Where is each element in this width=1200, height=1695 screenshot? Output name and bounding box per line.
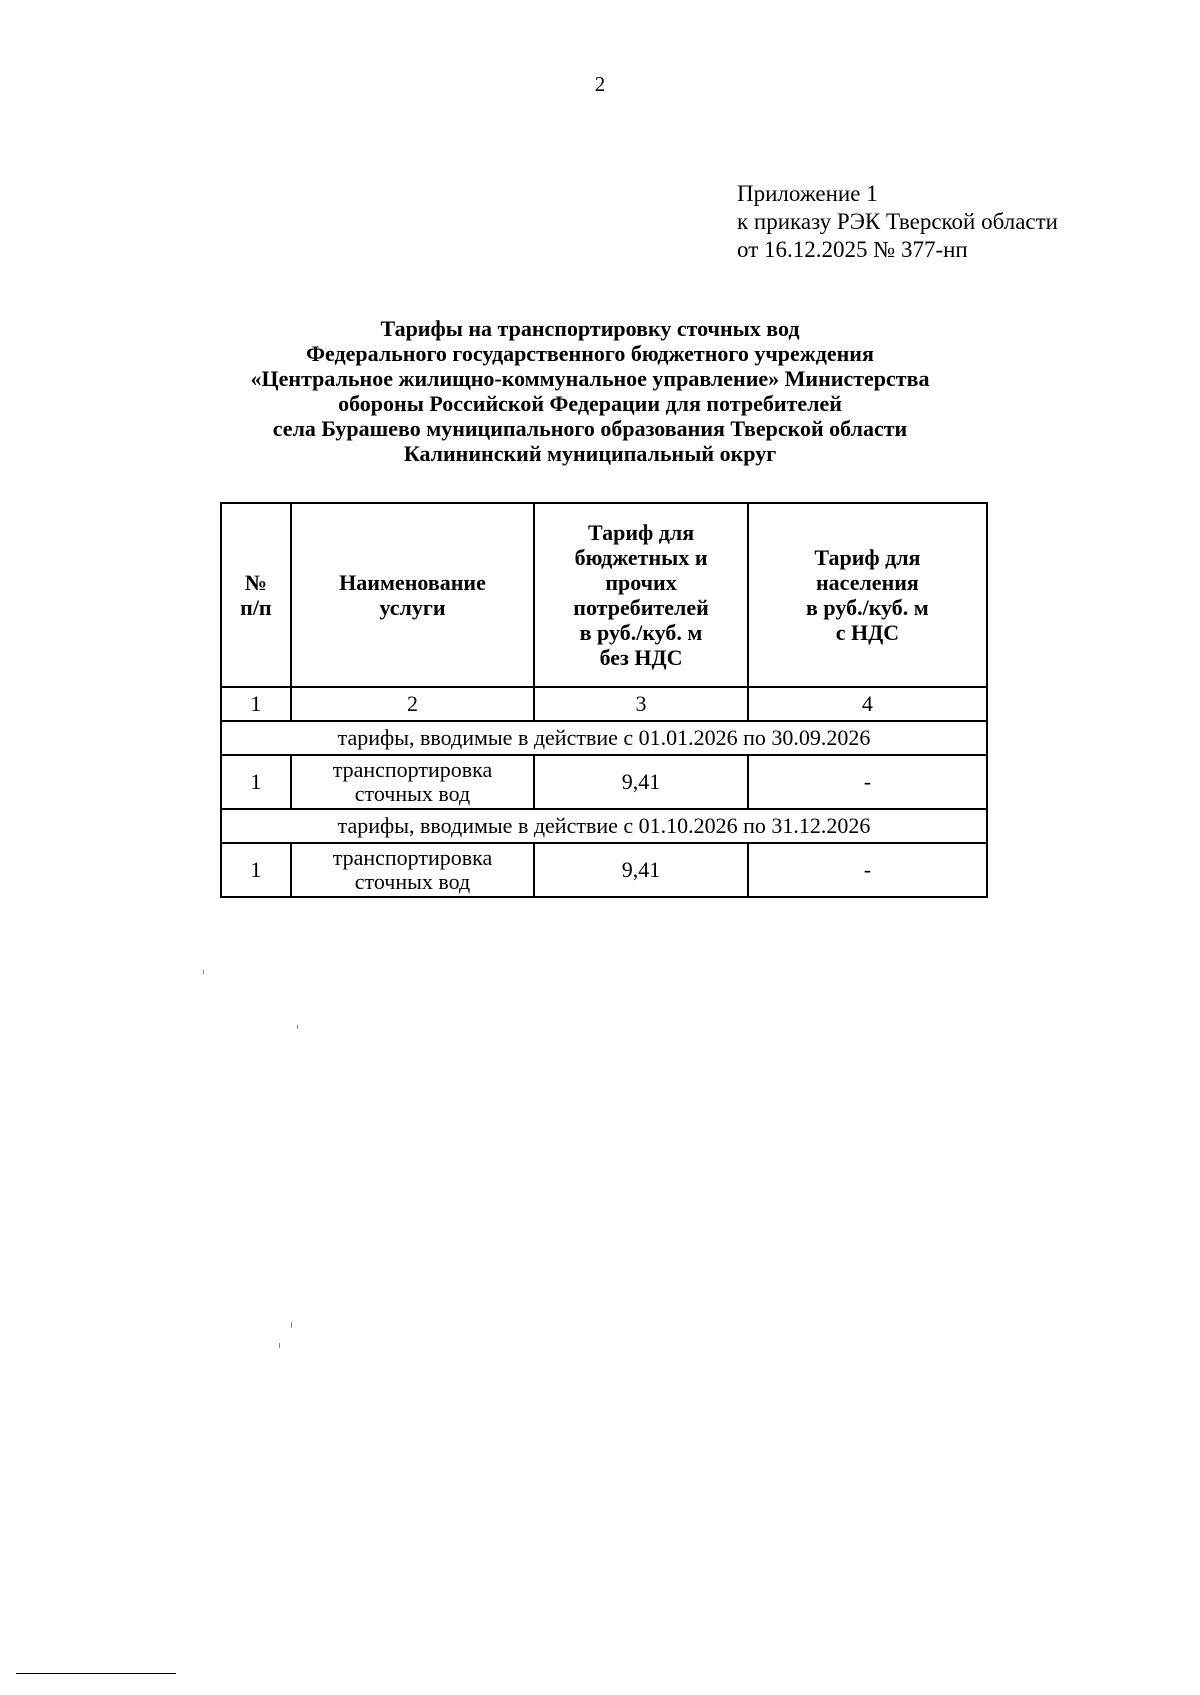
scan-speck: [203, 970, 204, 974]
title-line: обороны Российской Федерации для потребителей: [338, 391, 842, 416]
appendix-line: от 16.12.2025 № 377-нп: [737, 237, 968, 262]
row-service-name: транспортировка сточных вод: [291, 755, 535, 809]
appendix-line: к приказу РЭК Тверской области: [737, 209, 1058, 234]
title-line: села Бурашево муниципального образования Тверской области: [272, 416, 908, 441]
header-service-name: Наименование услуги: [291, 503, 535, 687]
column-index-cell: 2: [291, 687, 535, 721]
footer-rule: [16, 1673, 176, 1674]
period-row: [221, 809, 987, 843]
row-num: 1: [221, 843, 291, 897]
title-line: «Центральное жилищно-коммунальное управление» Министерства: [250, 366, 930, 391]
row-budget-tariff: 9,41: [534, 843, 748, 897]
table-row: [221, 843, 987, 897]
column-index-cell: 1: [221, 687, 291, 721]
scan-speck: [291, 1322, 292, 1328]
title-line: Федерального государственного бюджетного учреждения: [306, 341, 874, 366]
column-index-row: [221, 687, 987, 721]
period-label: тарифы, вводимые в действие с 01.01.2026 по 30.09.2026: [221, 721, 987, 755]
row-service-name: транспортировка сточных вод: [291, 843, 535, 897]
tariff-table: [220, 502, 988, 898]
document-title: [150, 316, 1030, 466]
header-num: № п/п: [221, 503, 291, 687]
scan-speck: [279, 1343, 280, 1348]
title-line: Калининский муниципальный округ: [403, 441, 777, 466]
row-num: 1: [221, 755, 291, 809]
row-population-tariff: -: [748, 843, 987, 897]
row-budget-tariff: 9,41: [534, 755, 748, 809]
period-label: тарифы, вводимые в действие с 01.10.2026 по 31.12.2026: [221, 809, 987, 843]
page-number: 2: [594, 72, 606, 96]
appendix-line: Приложение 1: [737, 181, 878, 206]
column-index-cell: 3: [534, 687, 748, 721]
header-budget-tariff: Тариф для бюджетных и прочих потребителей в руб./куб. м без НДС: [534, 503, 748, 687]
header-population-tariff: Тариф для населения в руб./куб. м с НДС: [748, 503, 987, 687]
scan-speck: [297, 1025, 298, 1029]
appendix-block: [737, 180, 1058, 264]
column-index-cell: 4: [748, 687, 987, 721]
table-row: [221, 755, 987, 809]
row-population-tariff: -: [748, 755, 987, 809]
period-row: [221, 721, 987, 755]
table-header-row: [221, 503, 987, 687]
title-line: Тарифы на транспортировку сточных вод: [380, 316, 800, 341]
